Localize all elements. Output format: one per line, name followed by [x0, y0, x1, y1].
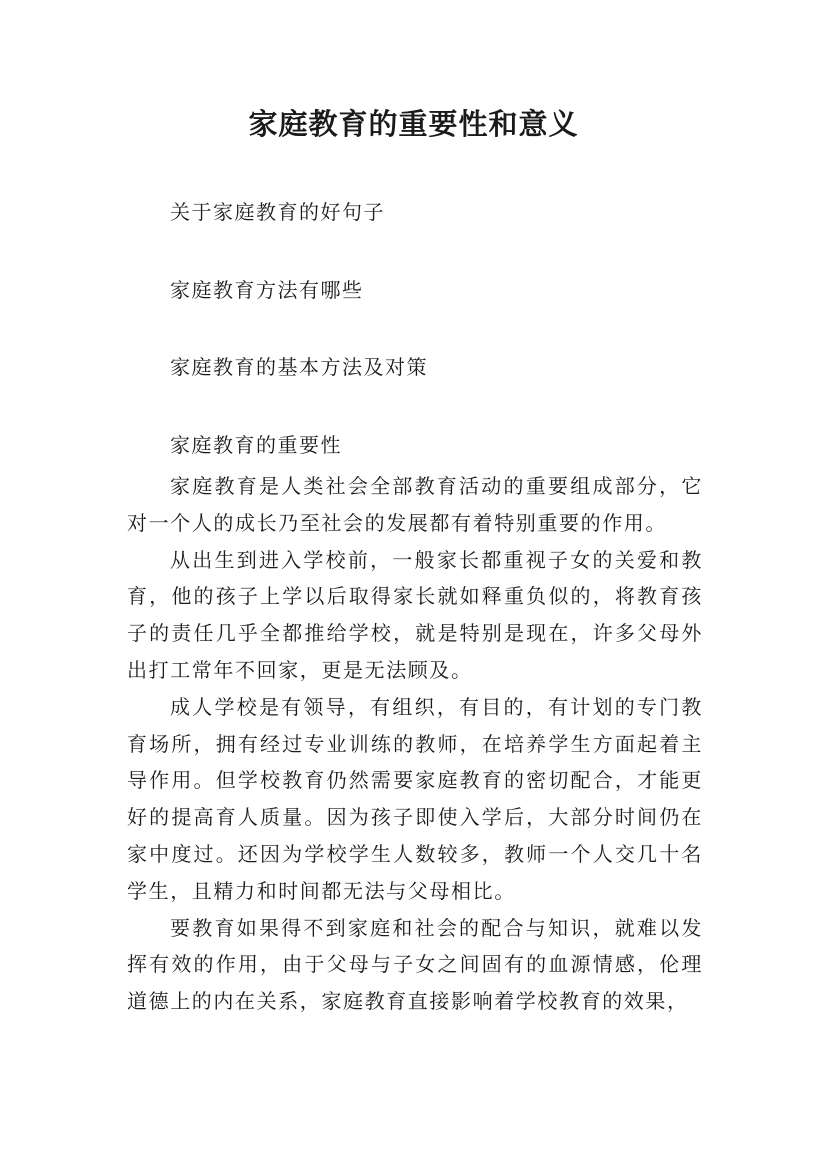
- paragraph-2: 从出生到进入学校前，一般家长都重视子女的关爱和教育，他的孩子上学以后取得家长就如释重负似的，将教育孩子的责任几乎全都推给学校，就是特别是现在，许多父母外出打工常年不回家，更是无法顾及。: [127, 547, 703, 682]
- heading-importance: 家庭教育的重要性: [170, 433, 342, 457]
- paragraph-1: 家庭教育是人类社会全部教育活动的重要组成部分，它对一个人的成长乃至社会的发展都有着特别重要的作用。: [127, 474, 703, 535]
- body-text: [127, 468, 703, 1020]
- heading-good-sentences: 关于家庭教育的好句子: [170, 200, 385, 224]
- paragraph-4: 要教育如果得不到家庭和社会的配合与知识，就难以发挥有效的作用，由于父母与子女之间固有的血源情感，伦理道德上的内在关系，家庭教育直接影响着学校教育的效果，: [127, 915, 703, 1014]
- heading-methods: 家庭教育方法有哪些: [170, 278, 364, 302]
- document-title: 家庭教育的重要性和意义: [248, 107, 579, 141]
- heading-basic-methods: 家庭教育的基本方法及对策: [170, 355, 428, 379]
- paragraph-3: 成人学校是有领导，有组织，有目的，有计划的专门教育场所，拥有经过专业训练的教师，在培养学生方面起着主导作用。但学校教育仍然需要家庭教育的密切配合，才能更好的提高育人质量。因为孩子即使入学后，大部分时间仍在家中度过。还因为学校学生人数较多，教师一个人交几十名学生，且精力和时间都无法与父母相比。: [127, 694, 703, 903]
